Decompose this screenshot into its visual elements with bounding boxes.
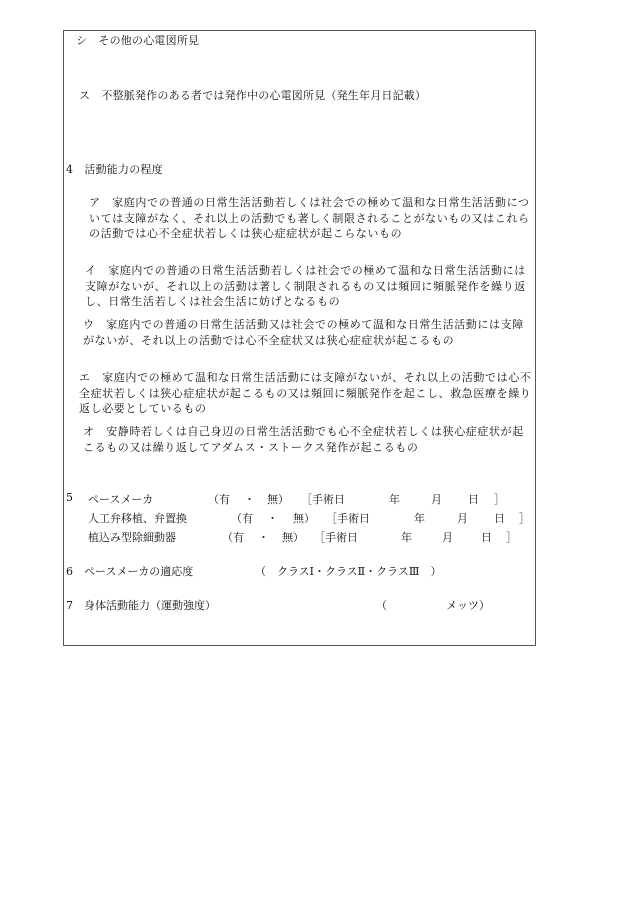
item-su: ス 不整脈発作のある者では発作中の心電図所見（発生年月日記載）: [79, 89, 427, 102]
level-e: エ 家庭内での極めて温和な日常生活活動には支障がないが、それ以上の活動では心不全症状若しくは狭心症症状が起こるもの又は頻回に頻脈発作を起こし、救急医療を繰り返し必要としているもの: [79, 371, 532, 415]
icd-dot: ・: [258, 531, 269, 544]
pacemaker-date-label: ［手術日: [301, 493, 345, 506]
section-4-heading: 4 活動能力の程度: [66, 163, 163, 176]
valve-dot: ・: [267, 512, 278, 525]
valve-day: 日: [494, 512, 505, 525]
level-a: ア 家庭内での普通の日常生活活動若しくは社会での極めて温和な日常生活活動については支障がなく、それ以上の活動でも著しく制限されることがないもの又はこれらの活動では心不全症状若しくは狭心症症状が起こらないもの: [89, 196, 530, 240]
valve-label: 人工弁移植、弁置換: [88, 512, 187, 525]
valve-year: 年: [414, 512, 425, 525]
section-5-number: 5: [66, 491, 73, 504]
pacemaker-class-options: （ クラスⅠ・クラスⅡ・クラスⅢ ）: [255, 565, 442, 578]
pacemaker-no: 無）: [267, 493, 289, 506]
valve-month: 月: [457, 512, 468, 525]
pacemaker-month: 月: [431, 493, 442, 506]
icd-label: 植込み型除細動器: [88, 531, 176, 544]
level-o: オ 安静時若しくは自己身辺の日常生活活動でも心不全症状若しくは狭心症症状が起こるもの又は繰り返してアダムス・ストークス発作が起こるもの: [83, 425, 524, 454]
section-6-heading: 6 ペースメーカの適応度: [66, 565, 194, 578]
level-u: ウ 家庭内での普通の日常生活活動又は社会での極めて温和な日常生活活動には支障がないが、それ以上の活動では心不全症状又は狭心症症状が起こるもの: [83, 318, 524, 347]
pacemaker-year: 年: [389, 493, 400, 506]
pacemaker-label: ペースメーカ: [88, 493, 154, 506]
icd-day: 日: [481, 531, 492, 544]
pacemaker-dot: ・: [244, 493, 255, 506]
mets-unit: メッツ）: [446, 599, 490, 612]
valve-yes: （有: [231, 512, 253, 525]
icd-yes: （有: [222, 531, 244, 544]
icd-month: 月: [442, 531, 453, 544]
valve-no: 無）: [293, 512, 315, 525]
icd-year: 年: [401, 531, 412, 544]
level-i: イ 家庭内での普通の日常生活活動若しくは社会での極めて温和な日常生活活動には支障がないが、それ以上の活動は著しく制限されるもの又は頻回に頻脈発作を繰り返し、日常生活若しくは社会生活に妨げとなるもの: [85, 264, 526, 308]
mets-open-paren: （: [376, 599, 387, 612]
item-shi: シ その他の心電図所見: [76, 34, 200, 47]
pacemaker-day: 日: [468, 493, 479, 506]
valve-close: ］: [519, 512, 530, 525]
section-7-heading: 7 身体活動能力（運動強度）: [66, 599, 216, 612]
icd-close: ］: [506, 531, 517, 544]
pacemaker-close: ］: [494, 493, 505, 506]
valve-date-label: ［手術日: [326, 512, 370, 525]
icd-no: 無）: [282, 531, 304, 544]
icd-date-label: ［手術日: [314, 531, 358, 544]
pacemaker-yes: （有: [208, 493, 230, 506]
